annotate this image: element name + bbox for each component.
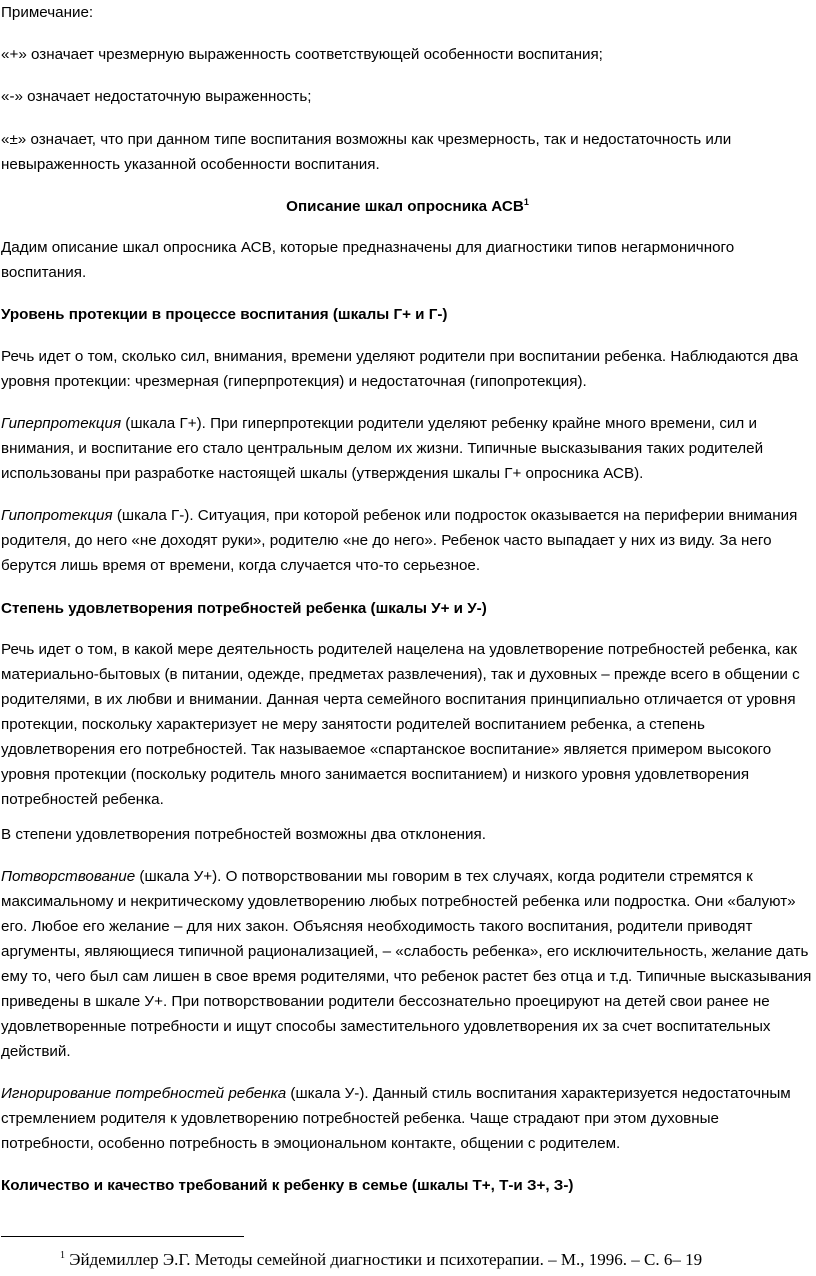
- hypoprotection-paragraph: [1, 503, 814, 578]
- footnote-ref: 1: [523, 197, 529, 207]
- footnote-divider: [1, 1236, 244, 1237]
- footnote-marker: 1: [60, 1250, 65, 1261]
- note-minus: «-» означает недостаточную выраженность;: [1, 88, 312, 105]
- needs-intro: Речь идет о том, в какой мере деятельность родителей нацелена на удовлетворение потребностей ребенка, как материально-бытовых (в питании, одежде, предметах развлечения), так и духовных – прежде всего в общении с родителями, в их любви и внимании. Данная черта семейного воспитания принципиально отличается от уровня протекции, поскольку характеризует не меру занятости родителей воспитанием ребенка, а степень удовлетворения его потребностей. Так называемое «спартанское воспитание» является примером высокого уровня протекции (поскольку родитель много занимается воспитанием) и низкого уровня удовлетворения потребностей ребенка.: [1, 641, 800, 808]
- hypoprotection-term: Гипопротекция: [1, 507, 113, 524]
- indulgence-term: Потворствование: [1, 868, 136, 885]
- ignoring-text: (шкала У-). Данный стиль воспитания характеризуется недостаточным стремлением родителя к удовлетворению потребностей ребенка. Чаще страдают при этом духовные потребности, особенно потребность в эмоциональном контакте, общении с родителем.: [1, 1085, 791, 1152]
- protection-heading: Уровень протекции в процессе воспитания (шкалы Г+ и Г-): [1, 306, 448, 323]
- note-plus: «+» означает чрезмерную выраженность соответствующей особенности воспитания;: [1, 46, 603, 63]
- hyperprotection-paragraph: [1, 411, 814, 486]
- footnote: [60, 1249, 810, 1271]
- requirements-heading: Количество и качество требований к ребенку в семье (шкалы Т+, Т-и З+, З-): [1, 1177, 574, 1194]
- section-title: [1, 194, 814, 219]
- note-title: Примечание:: [1, 4, 94, 21]
- section-intro: Дадим описание шкал опросника АСВ, которые предназначены для диагностики типов негармоничного воспитания.: [1, 239, 735, 281]
- hyperprotection-text: (шкала Г+). При гиперпротекции родители уделяют ребенку крайне много времени, сил и внимания, и воспитание его стало центральным делом их жизни. Типичные высказывания таких родителей использованы при разработке настоящей шкалы (утверждения шкалы Г+ опросника АСВ).: [1, 415, 764, 482]
- indulgence-paragraph: [1, 864, 814, 1064]
- hyperprotection-term: Гиперпротекция: [1, 415, 122, 432]
- section-title-text: Описание шкал опросника АСВ: [286, 198, 524, 215]
- needs-heading: Степень удовлетворения потребностей ребенка (шкалы У+ и У-): [1, 600, 487, 617]
- note-plusminus: «±» означает, что при данном типе воспитания возможны как чрезмерность, так и недостаточность или невыраженность указанной особенности воспитания.: [1, 131, 732, 173]
- hypoprotection-text: (шкала Г-). Ситуация, при которой ребенок или подросток оказывается на периферии внимания родителя, до него «не доходят руки», родителю «не до него». Ребенок часто выпадает у них из виду. За него берутся лишь время от времени, когда случается что-то серьезное.: [1, 507, 798, 574]
- needs-deviations: В степени удовлетворения потребностей возможны два отклонения.: [1, 826, 486, 843]
- ignoring-term: Игнорирование потребностей ребенка: [1, 1085, 287, 1102]
- indulgence-text: (шкала У+). О потворствовании мы говорим в тех случаях, когда родители стремятся к максимальному и некритическому удовлетворению любых потребностей ребенка или подростка. Они «балуют» его. Любое его желание – для них закон. Объясняя необходимость такого воспитания, родители приводят аргументы, являющиеся типичной рационализацией, – «слабость ребенка», его исключительность, желание дать ему то, чего был сам лишен в свое время родителями, что ребенок растет без отца и т.д. Типичные высказывания приведены в шкале У+. При потворствовании родители бессознательно проецируют на детей свои ранее не удовлетворенные потребности и ищут способы заместительного удовлетворения их за счет воспитательных действий.: [1, 868, 812, 1060]
- ignoring-paragraph: [1, 1081, 814, 1156]
- protection-intro: Речь идет о том, сколько сил, внимания, времени уделяют родители при воспитании ребенка. Наблюдаются два уровня протекции: чрезмерная (гиперпротекция) и недостаточная (гипопротекция).: [1, 348, 799, 390]
- footnote-text: Эйдемиллер Э.Г. Методы семейной диагностики и психотерапии. – М., 1996. – С. 6– 19: [65, 1250, 703, 1269]
